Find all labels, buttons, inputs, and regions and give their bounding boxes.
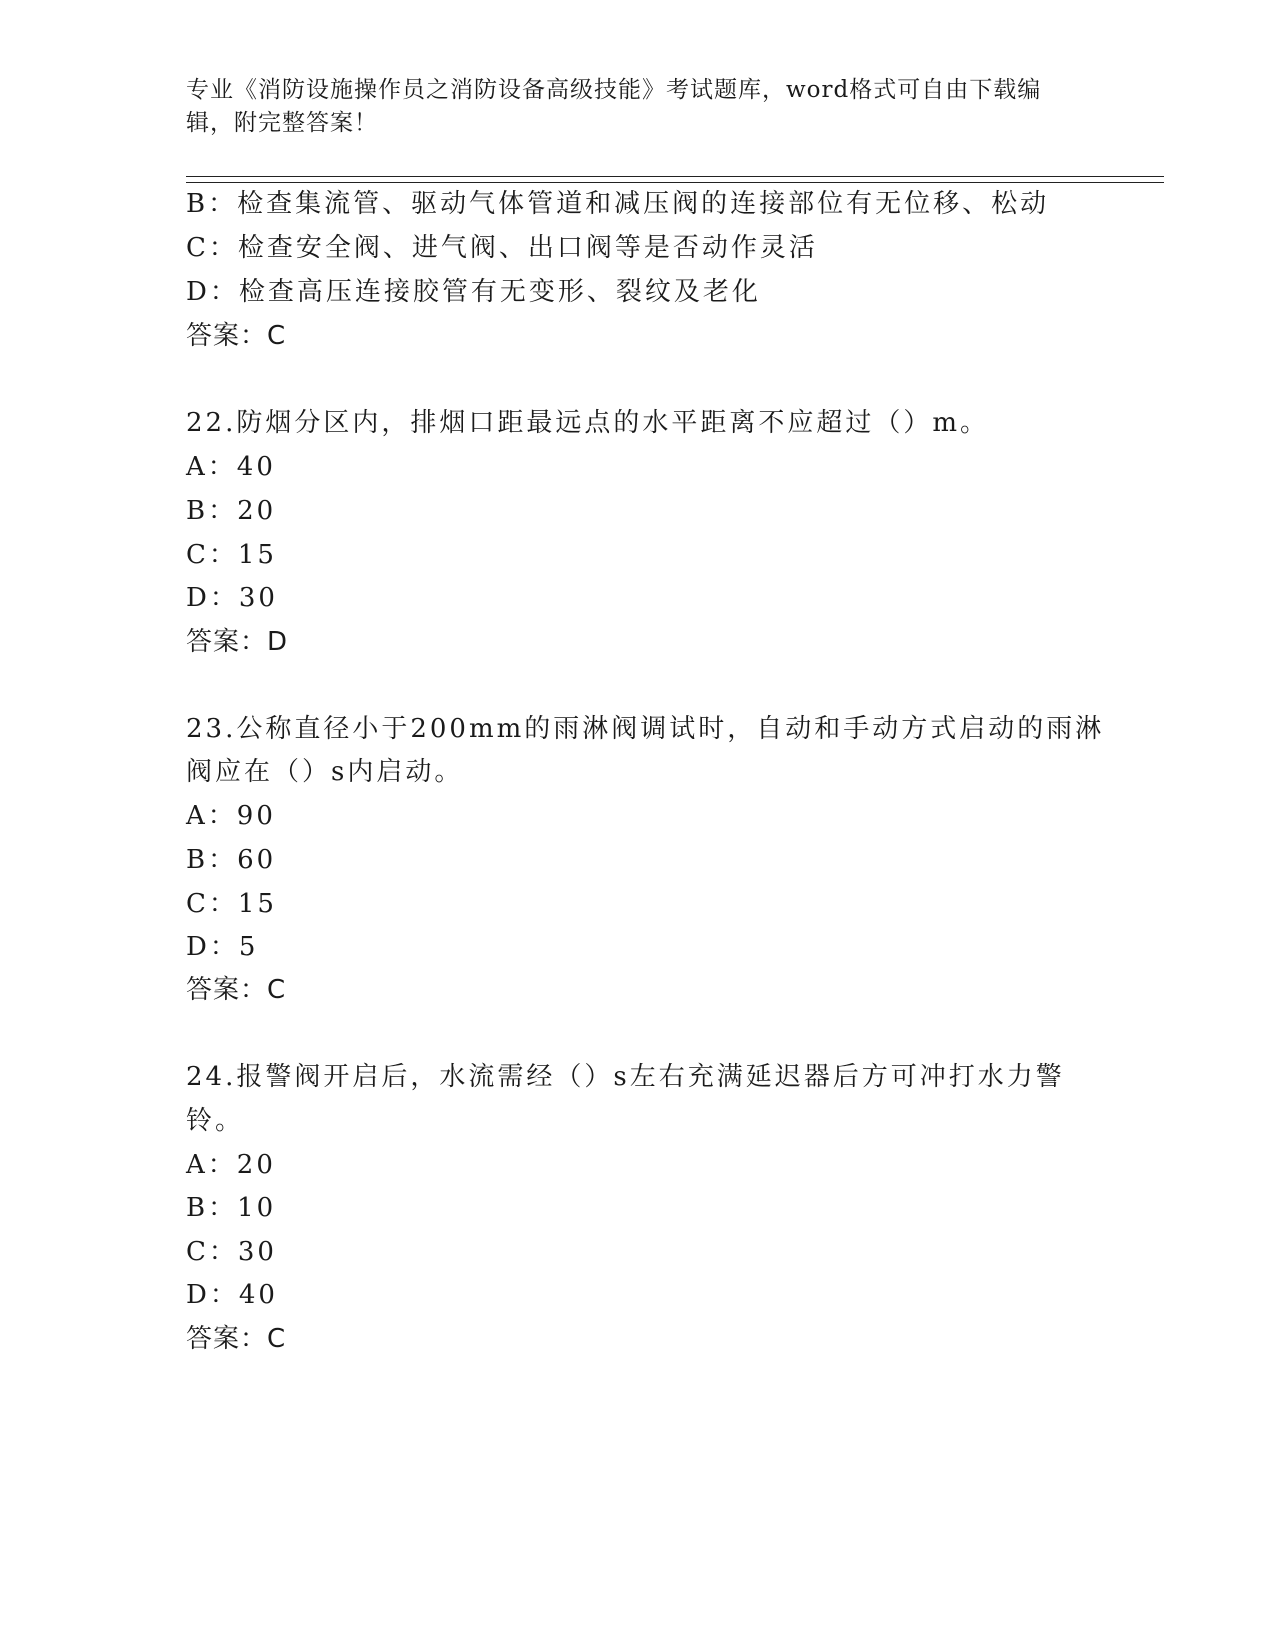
question-stem: 23.公称直径小于200mm的雨淋阀调试时，自动和手动方式启动的雨淋 xyxy=(186,714,1105,744)
document-header: 专业《消防设施操作员之消防设备高级技能》考试题库，word格式可自由下载编辑，附完整答案！ xyxy=(186,77,1042,136)
option-c: C：检查安全阀、进气阀、出口阀等是否动作灵活 xyxy=(186,233,818,263)
option-a: A：40 xyxy=(186,452,276,482)
answer-line: 答案：D xyxy=(186,627,289,657)
option-d: D：5 xyxy=(186,932,259,962)
header-divider xyxy=(186,176,1164,183)
question-stem-continued: 阀应在（）s内启动。 xyxy=(186,757,464,787)
option-d: D：检查高压连接胶管有无变形、裂纹及老化 xyxy=(186,277,761,307)
option-c: C：15 xyxy=(186,540,277,570)
option-d: D：40 xyxy=(186,1280,278,1310)
answer-line: 答案：C xyxy=(186,1324,287,1354)
question-stem-continued: 铃。 xyxy=(186,1106,245,1136)
option-a: A：90 xyxy=(186,801,276,831)
question-stem: 24.报警阀开启后，水流需经（）s左右充满延迟器后方可冲打水力警 xyxy=(186,1062,1065,1092)
answer-line: 答案：C xyxy=(186,975,287,1005)
option-b: B：10 xyxy=(186,1193,277,1223)
option-b: B：检查集流管、驱动气体管道和减压阀的连接部位有无位移、松动 xyxy=(186,189,1050,219)
option-d: D：30 xyxy=(186,583,278,613)
option-b: B：60 xyxy=(186,845,277,875)
question-stem: 22.防烟分区内，排烟口距最远点的水平距离不应超过（）m。 xyxy=(186,408,990,438)
option-c: C：15 xyxy=(186,889,277,919)
option-a: A：20 xyxy=(186,1150,276,1180)
answer-line: 答案：C xyxy=(186,321,287,351)
option-b: B：20 xyxy=(186,496,277,526)
option-c: C：30 xyxy=(186,1237,277,1267)
